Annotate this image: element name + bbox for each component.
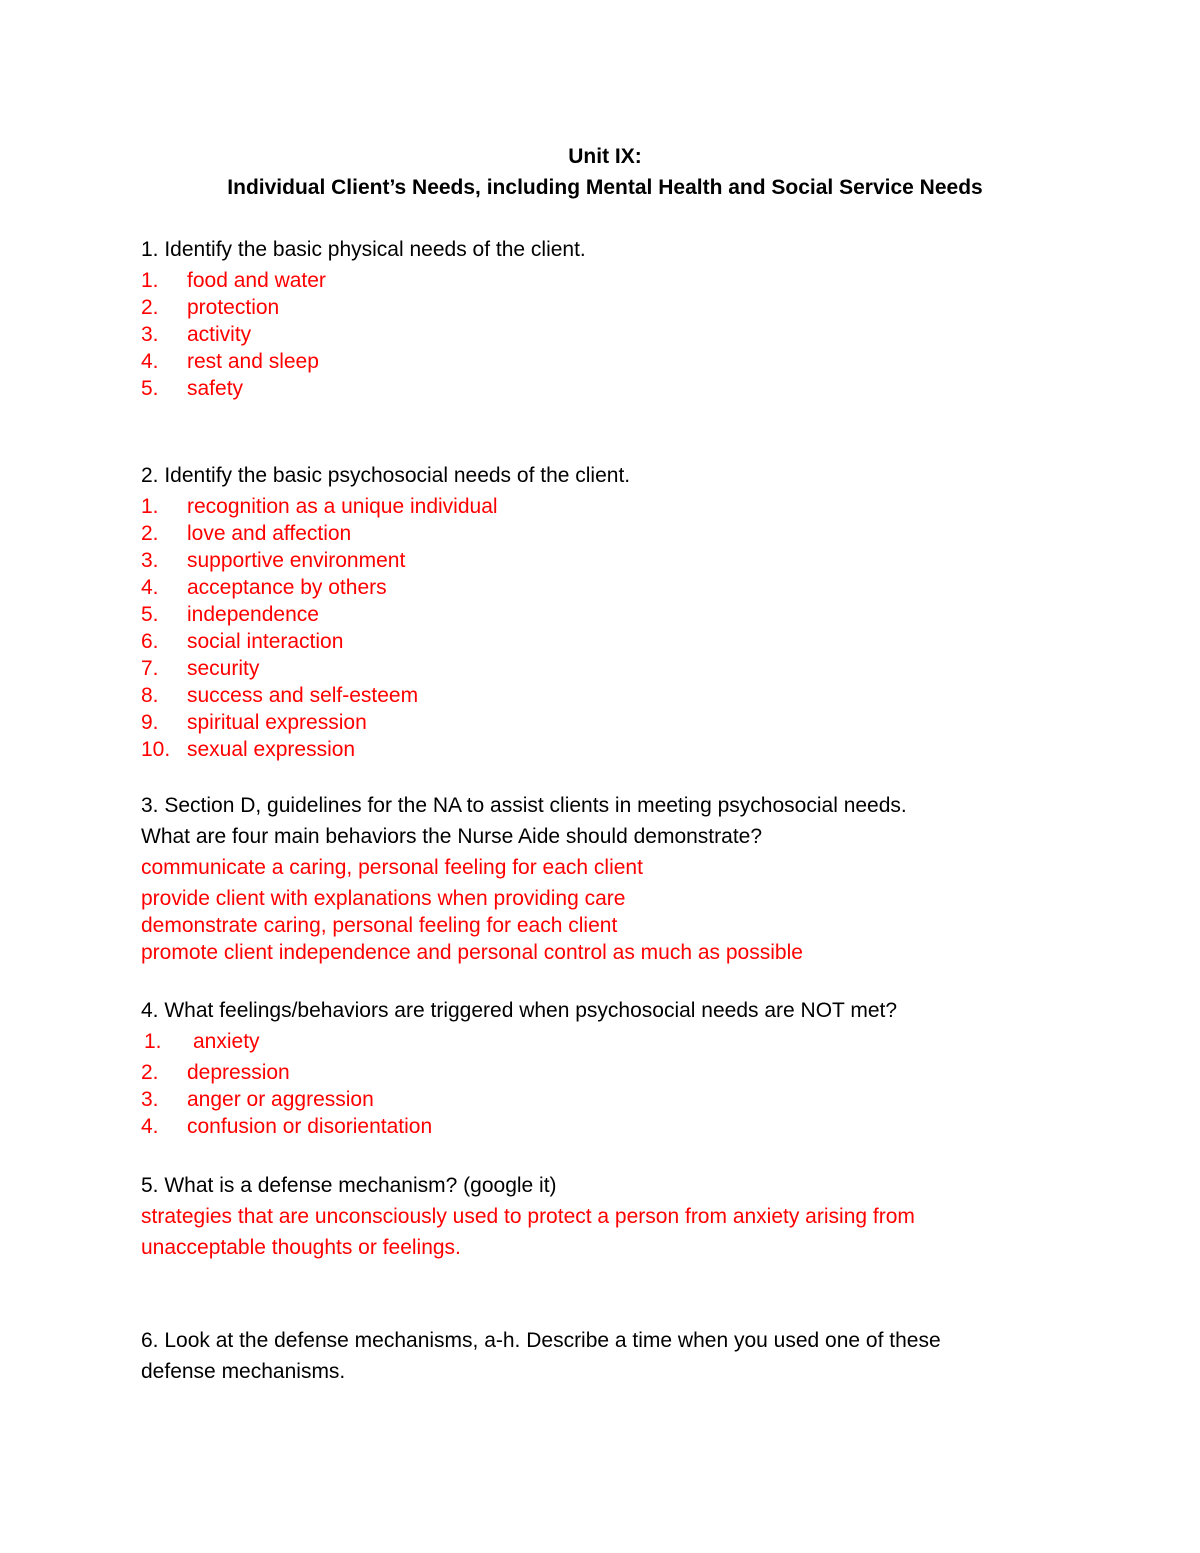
question-4: 4. What feelings/behaviors are triggered when psychosocial needs are NOT met? [141, 999, 898, 1022]
answer-line: demonstrate caring, personal feeling for each client [141, 914, 618, 937]
answer-line: communicate a caring, personal feeling for each client [141, 856, 643, 879]
document-page: Unit IX: Individual Client’s Needs, including Mental Health and Social Service Needs 1. Identify the basic physical needs of the client. 1. food and water 2. protection 3. activity 4. rest and sleep 5. safety 2. Identify the basic psychosocial needs of the client. 1. recognition as a unique individual 2. love and affection 3. supportive environment 4. acceptance by others 5. independence 6. social interaction 7. security 8. success and self-esteem 9. spiritual expression 10. sexual expression 3. Section D, guidelines for the NA to assist clients in meeting psychosocial needs. What are four main behaviors the Nurse Aide should demonstrate? communicate a caring, personal feeling for each client provide client with explanations when providing care demonstrate caring, personal feeling for each client promote client independence and personal control as much as possible 4. What feelings/behaviors are triggered when psychosocial needs are NOT met? 1. anxiety 2. depression 3. anger or aggression 4. confusion or disorientation 5. What is a defense mechanism? (google it) strategies that are unconsciously used to protect a person from anxiety arising from unacceptable thoughts or feelings. 6. Look at the defense mechanisms, a-h. Describe a time when you used one of these defense mechanisms. [0, 0, 1200, 1553]
question-6-line-1: 6. Look at the defense mechanisms, a-h. Describe a time when you used one of these [141, 1329, 941, 1352]
question-6-line-2: defense mechanisms. [141, 1360, 346, 1383]
unit-subtitle: Individual Client’s Needs, including Mental Health and Social Service Needs [227, 176, 983, 199]
answer-line: strategies that are unconsciously used to protect a person from anxiety arising from [141, 1205, 915, 1228]
question-3-line-2: What are four main behaviors the Nurse Aide should demonstrate? [141, 825, 763, 848]
question-3-line-1: 3. Section D, guidelines for the NA to assist clients in meeting psychosocial needs. [141, 794, 907, 817]
answer-line: provide client with explanations when providing care [141, 887, 626, 910]
answer-line: unacceptable thoughts or feelings. [141, 1236, 461, 1259]
question-5: 5. What is a defense mechanism? (google it) [141, 1174, 557, 1197]
answer-line: promote client independence and personal control as much as possible [141, 941, 803, 964]
question-1: 1. Identify the basic physical needs of the client. [141, 238, 586, 261]
question-2: 2. Identify the basic psychosocial needs of the client. [141, 464, 631, 487]
unit-title: Unit IX: [568, 145, 642, 168]
